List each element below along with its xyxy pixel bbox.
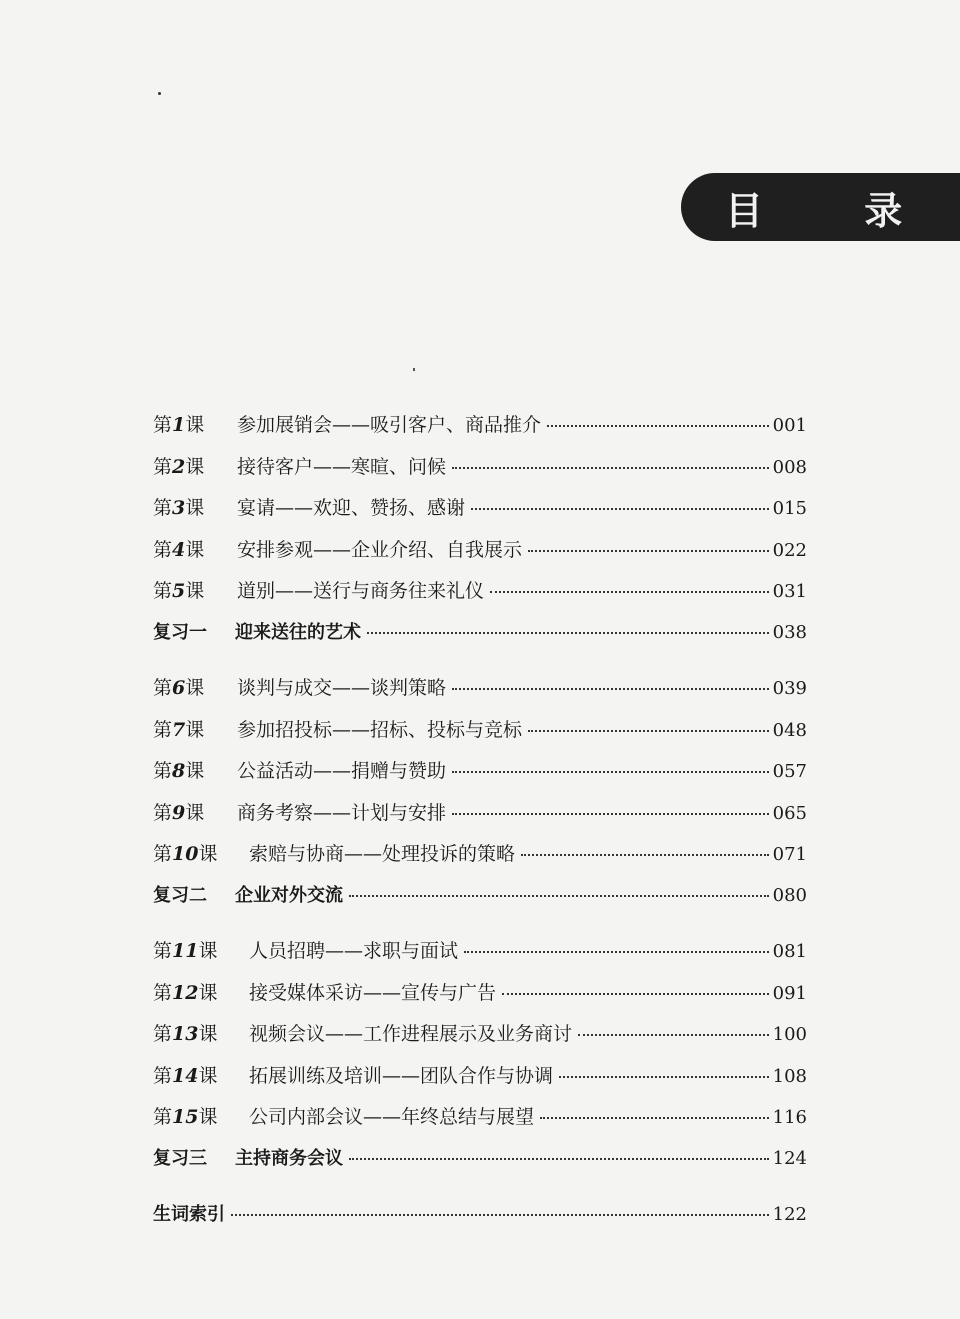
toc-entry-page: 108 xyxy=(772,1066,807,1087)
toc-title-banner xyxy=(681,173,960,241)
toc-entry[interactable] xyxy=(153,576,807,606)
toc-entry-number xyxy=(153,756,237,783)
lesson-suffix: 课 xyxy=(198,1065,218,1087)
toc-entry-number xyxy=(153,1061,249,1088)
dot-leader xyxy=(452,688,769,690)
toc-entry-number xyxy=(153,839,249,866)
toc-entry-title: 道别——送行与商务往来礼仪 xyxy=(237,580,485,602)
toc-entry-title: 安排参观——企业介绍、自我展示 xyxy=(237,539,523,561)
lesson-number: 1 xyxy=(172,414,186,436)
toc-entry[interactable] xyxy=(153,452,807,482)
lesson-suffix: 课 xyxy=(198,982,218,1004)
dot-leader xyxy=(349,895,769,897)
toc-entry[interactable] xyxy=(153,535,807,565)
lesson-prefix: 第 xyxy=(153,1023,173,1045)
toc-entry-title: 迎来送往的艺术 xyxy=(235,622,361,643)
lesson-suffix: 课 xyxy=(185,677,205,699)
toc-entry[interactable] xyxy=(153,1019,807,1049)
lesson-suffix: 课 xyxy=(185,456,205,478)
toc-entry-number xyxy=(153,673,237,700)
lesson-number: 14 xyxy=(172,1065,199,1087)
toc-entry-number xyxy=(153,410,237,437)
toc-entry[interactable] xyxy=(153,839,807,869)
lesson-suffix: 课 xyxy=(185,580,205,602)
lesson-suffix: 课 xyxy=(185,414,205,436)
toc-entry-title: 人员招聘——求职与面试 xyxy=(249,940,459,962)
toc-entry-title: 谈判与成交——谈判策略 xyxy=(237,677,447,699)
toc-entry[interactable] xyxy=(153,936,807,966)
toc-entry[interactable] xyxy=(153,673,807,703)
toc-entry-number xyxy=(153,535,237,562)
toc-entry-page: 001 xyxy=(772,415,807,436)
toc-entry-page: 038 xyxy=(772,622,807,643)
dot-leader xyxy=(452,771,769,773)
toc-entry-title: 接待客户——寒暄、问候 xyxy=(237,456,447,478)
toc-entry-title: 主持商务会议 xyxy=(235,1148,343,1169)
lesson-prefix: 第 xyxy=(153,456,173,478)
lesson-suffix: 课 xyxy=(185,802,205,824)
lesson-prefix: 第 xyxy=(153,719,173,741)
lesson-number: 6 xyxy=(172,677,186,699)
lesson-suffix: 课 xyxy=(198,1023,218,1045)
dot-leader xyxy=(528,550,769,552)
lesson-prefix: 第 xyxy=(153,843,173,865)
lesson-number: 7 xyxy=(172,719,186,741)
toc-entry-title: 索赔与协商——处理投诉的策略 xyxy=(249,843,516,865)
toc-entry-title: 公益活动——捐赠与赞助 xyxy=(237,760,447,782)
dot-leader xyxy=(540,1117,769,1119)
lesson-prefix: 第 xyxy=(153,802,173,824)
toc-entry-number xyxy=(153,576,237,603)
toc-entry[interactable] xyxy=(153,881,807,911)
lesson-prefix: 第 xyxy=(153,414,173,436)
toc-entry-number xyxy=(153,1102,249,1129)
toc-entry-number: 复习一 xyxy=(153,622,207,643)
lesson-number: 9 xyxy=(172,802,186,824)
dot-leader xyxy=(559,1076,769,1078)
toc-entry-number: 生词索引 xyxy=(153,1204,225,1225)
toc-entry[interactable] xyxy=(153,493,807,523)
toc-entry[interactable] xyxy=(153,756,807,786)
toc-entry[interactable] xyxy=(153,978,807,1008)
lesson-suffix: 课 xyxy=(198,1106,218,1128)
lesson-suffix: 课 xyxy=(185,719,205,741)
lesson-prefix: 第 xyxy=(153,497,173,519)
scan-speck xyxy=(413,368,415,371)
dot-leader xyxy=(471,508,769,510)
toc-entry-page: 008 xyxy=(772,457,807,478)
dot-leader xyxy=(349,1158,769,1160)
toc-entry-number: 复习二 xyxy=(153,885,207,906)
toc-entry-title: 拓展训练及培训——团队合作与协调 xyxy=(249,1065,554,1087)
dot-leader xyxy=(502,993,769,995)
lesson-number: 3 xyxy=(172,497,186,519)
toc-entry[interactable] xyxy=(153,798,807,828)
lesson-suffix: 课 xyxy=(185,539,205,561)
toc-entry[interactable] xyxy=(153,1061,807,1091)
dot-leader xyxy=(578,1034,769,1036)
lesson-number: 10 xyxy=(172,843,199,865)
toc-entry-title: 参加招投标——招标、投标与竞标 xyxy=(237,719,523,741)
toc-entry-page: 080 xyxy=(772,885,807,906)
toc-entry-number xyxy=(153,493,237,520)
toc-entry-title: 视频会议——工作进程展示及业务商讨 xyxy=(249,1023,573,1045)
toc-entry-page: 022 xyxy=(772,540,807,561)
toc-entry-page: 031 xyxy=(772,581,807,602)
scan-speck xyxy=(158,92,161,95)
lesson-suffix: 课 xyxy=(185,497,205,519)
toc-entry-title: 商务考察——计划与安排 xyxy=(237,802,447,824)
toc-entry-page: 116 xyxy=(772,1107,807,1128)
toc-entry-title: 公司内部会议——年终总结与展望 xyxy=(249,1106,535,1128)
lesson-number: 4 xyxy=(172,539,186,561)
toc-entry-page: 100 xyxy=(772,1024,807,1045)
lesson-prefix: 第 xyxy=(153,982,173,1004)
lesson-prefix: 第 xyxy=(153,580,173,602)
lesson-number: 5 xyxy=(172,580,186,602)
lesson-prefix: 第 xyxy=(153,539,173,561)
toc-entry-number xyxy=(153,798,237,825)
toc-entry[interactable] xyxy=(153,1102,807,1132)
lesson-prefix: 第 xyxy=(153,1065,173,1087)
lesson-number: 15 xyxy=(172,1106,199,1128)
lesson-number: 2 xyxy=(172,456,186,478)
toc-entry[interactable] xyxy=(153,1200,807,1230)
toc-entry-number xyxy=(153,452,237,479)
toc-entry-page: 057 xyxy=(772,761,807,782)
dot-leader xyxy=(452,467,769,469)
lesson-number: 12 xyxy=(172,982,199,1004)
toc-entry-page: 015 xyxy=(772,498,807,519)
toc-entry-page: 124 xyxy=(772,1148,807,1169)
toc-entry-title: 参加展销会——吸引客户、商品推介 xyxy=(237,414,542,436)
toc-entry-page: 065 xyxy=(772,803,807,824)
lesson-suffix: 课 xyxy=(185,760,205,782)
toc-entry-page: 048 xyxy=(772,720,807,741)
dot-leader xyxy=(231,1214,769,1216)
toc-entry-number: 复习三 xyxy=(153,1148,207,1169)
dot-leader xyxy=(452,813,769,815)
toc-entry[interactable] xyxy=(153,410,807,440)
dot-leader xyxy=(521,854,769,856)
lesson-number: 8 xyxy=(172,760,186,782)
toc-entry-page: 091 xyxy=(772,983,807,1004)
toc-entry[interactable] xyxy=(153,1144,807,1174)
lesson-prefix: 第 xyxy=(153,677,173,699)
toc-entry-title: 接受媒体采访——宣传与广告 xyxy=(249,982,497,1004)
toc-entry-page: 039 xyxy=(772,678,807,699)
dot-leader xyxy=(528,730,769,732)
toc-entry-number xyxy=(153,1019,249,1046)
toc-entry-number xyxy=(153,715,237,742)
toc-entry-page: 071 xyxy=(772,844,807,865)
toc-entry-page: 122 xyxy=(772,1204,807,1225)
dot-leader xyxy=(464,951,769,953)
toc-entry-number xyxy=(153,936,249,963)
toc-entry-title: 企业对外交流 xyxy=(235,885,343,906)
lesson-suffix: 课 xyxy=(198,843,218,865)
toc-entry-title: 宴请——欢迎、赞扬、感谢 xyxy=(237,497,466,519)
dot-leader xyxy=(367,632,769,634)
lesson-number: 11 xyxy=(172,940,199,962)
lesson-prefix: 第 xyxy=(153,1106,173,1128)
lesson-prefix: 第 xyxy=(153,940,173,962)
toc-entry[interactable] xyxy=(153,618,807,648)
lesson-prefix: 第 xyxy=(153,760,173,782)
lesson-suffix: 课 xyxy=(198,940,218,962)
dot-leader xyxy=(490,591,769,593)
toc-entry-page: 081 xyxy=(772,941,807,962)
toc-entry[interactable] xyxy=(153,715,807,745)
toc-entry-number xyxy=(153,978,249,1005)
dot-leader xyxy=(547,425,769,427)
page-title: 目 录 xyxy=(725,187,947,233)
lesson-number: 13 xyxy=(172,1023,199,1045)
